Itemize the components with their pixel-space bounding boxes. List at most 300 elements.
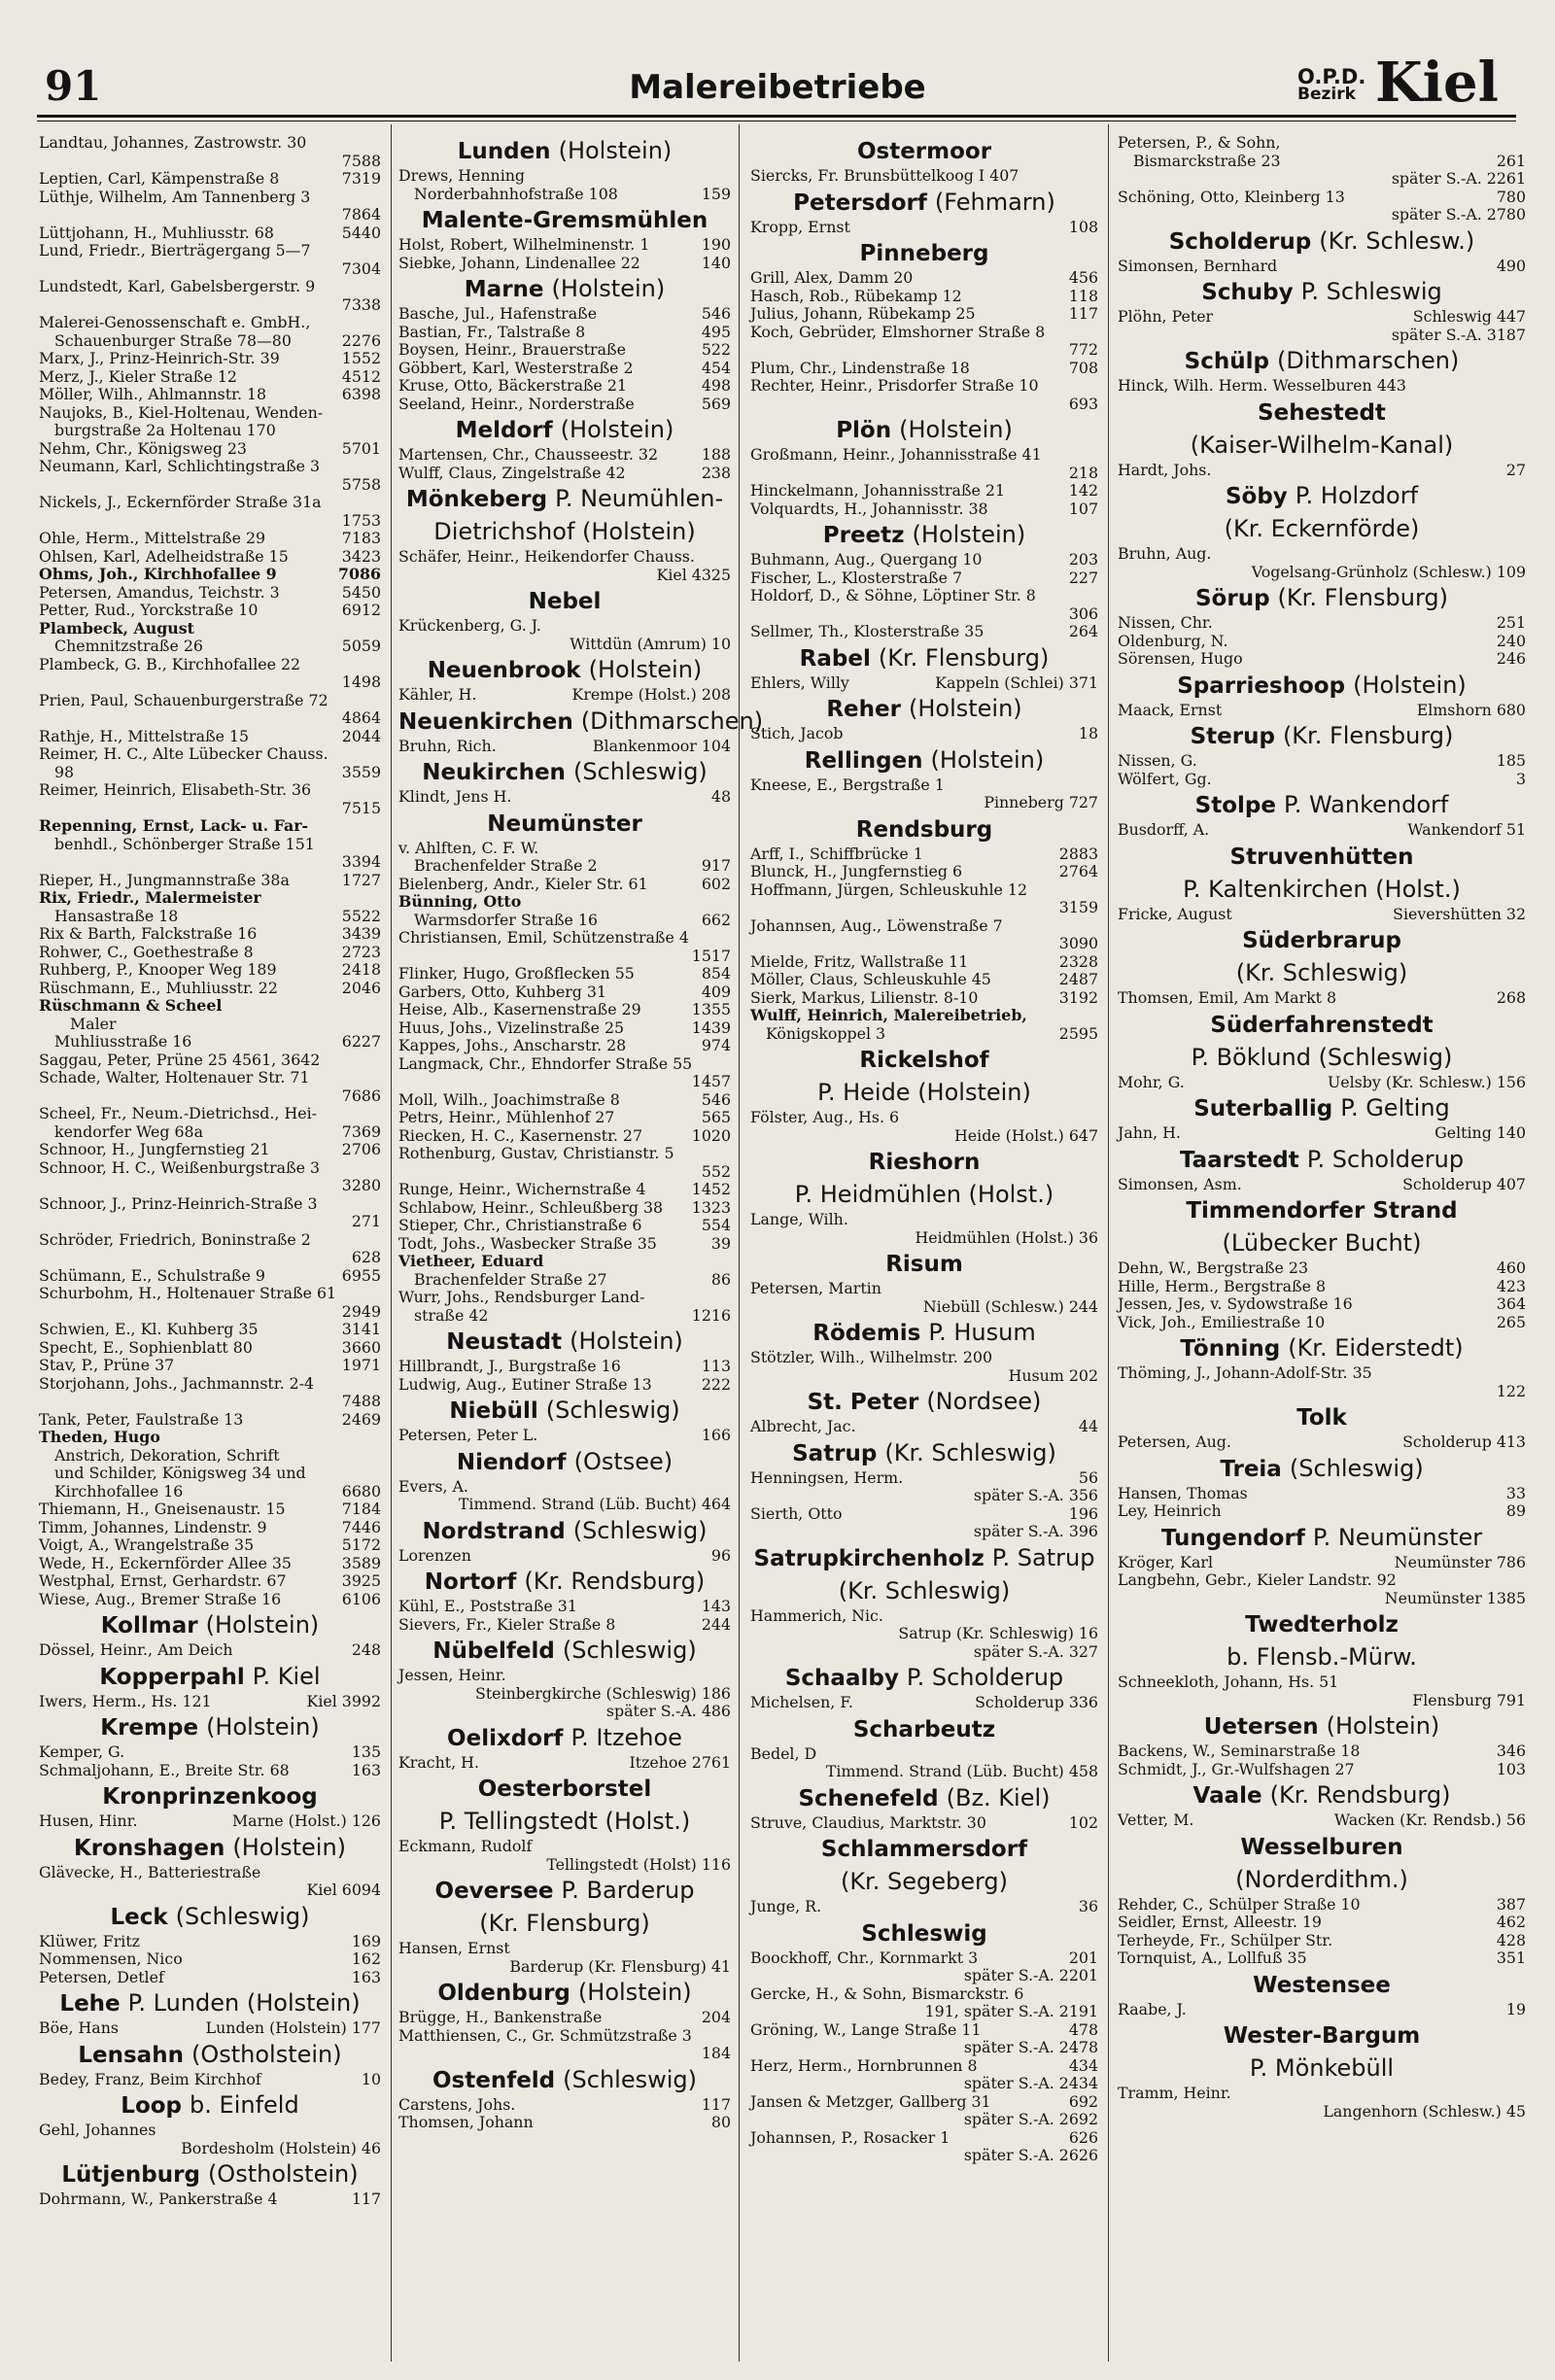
listing-phone: 7488 [341, 1392, 381, 1410]
place-heading [1118, 1452, 1526, 1485]
listing-text: Vick, Joh., Emiliestraße 10 [1118, 1312, 1326, 1331]
listing-text: Husen, Hinr. [39, 1811, 138, 1830]
listing-text: Lange, Wilh. [750, 1210, 848, 1228]
listing-text: Kracht, H. [398, 1752, 479, 1772]
listing-text: Krückenberg, G. J. [398, 616, 541, 635]
listing-line [39, 206, 381, 224]
place-qualifier: (Holstein) [577, 1979, 692, 2006]
column-4 [1118, 134, 1526, 2360]
listing-line [750, 1763, 1098, 1781]
listing-line [1118, 1914, 1526, 1932]
listing-text: später S.-A. 3187 [1391, 325, 1526, 344]
listing-line [1118, 545, 1526, 564]
column-divider [1108, 124, 1109, 2362]
listing-text: Gercke, H., & Sohn, Bismarckstr. 6 [750, 1983, 1024, 2003]
listing-text: kendorfer Weg 68a [54, 1121, 203, 1141]
place-heading [750, 1145, 1098, 1178]
listing-text: Tramm, Heinr. [1118, 2084, 1231, 2102]
listing-text: Siebke, Johann, Lindenallee 22 [398, 253, 640, 272]
listing-line [750, 1949, 1098, 1968]
listing-phone: 351 [1496, 1949, 1526, 1967]
place-qualifier: (Schleswig) [572, 758, 708, 785]
listing-line [398, 1163, 731, 1182]
listing-line [39, 386, 381, 404]
listing-text: 98 [54, 762, 75, 781]
listing-line [39, 260, 381, 279]
listing-line [39, 1016, 381, 1034]
place-heading [39, 2157, 381, 2190]
listing-line [398, 324, 731, 342]
listing-text: Kneese, E., Bergstraße 1 [750, 775, 945, 794]
listing-phone: 184 [701, 2044, 731, 2062]
listing-text: Jahn, H. [1118, 1123, 1181, 1142]
listing-phone: Krempe (Holst.) 208 [571, 685, 731, 704]
listing-line [750, 1109, 1098, 1127]
listing-line [398, 1145, 731, 1163]
listing-text: Schäfer, Heinr., Heikendorfer Chauss. [398, 547, 695, 566]
listing-text: Gehl, Johannes [39, 2121, 156, 2139]
listing-text: Raabe, J. [1118, 1999, 1187, 2018]
listing-text [39, 708, 44, 727]
listing-line [398, 396, 731, 414]
listing-line [39, 1249, 381, 1267]
place-name: Lunden [457, 139, 551, 164]
listing-phone: 56 [1078, 1467, 1098, 1487]
listing-text: Petersen, Martin [750, 1279, 881, 1297]
listing-line [398, 1055, 731, 1074]
listing-phone: 102 [1068, 1812, 1098, 1832]
place-name: Scholderup [1168, 228, 1312, 255]
listing-line [398, 636, 731, 654]
place-heading [750, 236, 1098, 269]
place-name: Oelixdorf [447, 1725, 564, 1751]
listing-text: Fölster, Aug., Hs. 6 [750, 1108, 900, 1126]
place-qualifier: (Kr. Flensburg) [878, 643, 1050, 672]
listing-line [39, 242, 381, 260]
listing-line [1118, 1502, 1526, 1521]
listing-line [398, 1667, 731, 1685]
listing-text: Merz, J., Kieler Straße 12 [39, 366, 237, 386]
listing-phone: 166 [701, 1426, 731, 1444]
place-heading [1118, 719, 1526, 752]
listing-phone: 2044 [341, 726, 381, 745]
listing-text: Kröger, Karl [1118, 1552, 1214, 1571]
listing-text: Petersen, P., & Sohn, [1118, 133, 1281, 152]
place-name: Loop [121, 2093, 183, 2119]
listing-phone: Neumünster 786 [1394, 1552, 1526, 1571]
place-name: Kronprinzenkoog [102, 1784, 318, 1810]
listing-line [750, 1643, 1098, 1662]
place-heading [1118, 1640, 1526, 1673]
place-name: (Kr. Eckernförde) [1224, 515, 1420, 542]
listing-line [398, 1685, 731, 1704]
listing-phone: 48 [710, 787, 731, 806]
listing-text: Ruhberg, P., Knooper Weg 189 [39, 960, 277, 979]
place-heading [398, 203, 731, 236]
listing-line [1118, 1433, 1526, 1452]
listing-text [39, 475, 44, 494]
listing-line [39, 1950, 381, 1969]
listing-line [750, 1298, 1098, 1317]
listing-text: Rohwer, C., Goethestraße 8 [39, 942, 254, 961]
listing-text: Niebüll (Schlesw.) 244 [922, 1296, 1098, 1316]
place-name: Struvenhütten [1229, 844, 1414, 870]
listing-line [750, 2093, 1098, 2112]
listing-phone: 5758 [341, 474, 381, 494]
listing-text: Bordesholm (Holstein) 46 [181, 2138, 381, 2157]
place-name: Rieshorn [868, 1150, 981, 1175]
listing-phone: 107 [1068, 499, 1098, 518]
listing-line [39, 1267, 381, 1286]
listing-phone: 1517 [691, 946, 731, 965]
place-heading [750, 1385, 1098, 1418]
listing-line [39, 1105, 381, 1123]
listing-phone: 44 [1078, 1417, 1098, 1435]
place-heading [1118, 2052, 1526, 2085]
listing-line [750, 2147, 1098, 2165]
listing-phone: 33 [1505, 1483, 1526, 1502]
listing-text: Maler [70, 1014, 117, 1033]
listing-phone: 86 [710, 1269, 731, 1289]
listing-phone: 80 [710, 2113, 731, 2131]
listing-text: Schöning, Otto, Kleinberg 13 [1118, 187, 1345, 206]
listing-line [1118, 1124, 1526, 1143]
listing-text [39, 511, 44, 530]
listing-line [39, 1321, 381, 1339]
listing-line [398, 1073, 731, 1091]
place-qualifier: (Kr. Eiderstedt) [1288, 1334, 1464, 1362]
listing-phone: 565 [701, 1108, 731, 1126]
listing-text: Schröder, Friedrich, Boninstraße 2 [39, 1229, 311, 1249]
place-heading [750, 134, 1098, 167]
listing-text: Schnoor, H. C., Weißenburgstraße 3 [39, 1157, 321, 1177]
listing-line [39, 1743, 381, 1762]
listing-phone: 5522 [341, 906, 381, 925]
header-rule [37, 115, 1516, 118]
listing-line [39, 494, 381, 512]
listing-text: Backens, W., Seminarstraße 18 [1118, 1742, 1361, 1760]
listing-text: Maack, Ernst [1118, 700, 1223, 719]
listing-text: Schneekloth, Johann, Hs. 51 [1118, 1673, 1339, 1691]
listing-line [1118, 153, 1526, 171]
listing-text: Klindt, Jens H. [398, 787, 512, 806]
listing-phone: 96 [710, 1545, 731, 1565]
listing-line [750, 2021, 1098, 2040]
listing-phone: 306 [1068, 604, 1098, 623]
listing-text: Simonsen, Bernhard [1118, 256, 1278, 275]
listing-line [1118, 752, 1526, 771]
listing-line [398, 1616, 731, 1635]
listing-text [750, 934, 755, 952]
listing-text: später S.-A. 2261 [1391, 169, 1526, 188]
listing-line [750, 305, 1098, 324]
listing-line [1118, 308, 1526, 327]
listing-text: Rix, Friedr., Malermeister [39, 888, 261, 907]
listing-line [39, 512, 381, 531]
listing-phone: 478 [1068, 2019, 1098, 2039]
place-name: Schlammersdorf [820, 1837, 1028, 1862]
listing-phone: 1971 [341, 1356, 381, 1374]
listing-text: Ley, Heinrich [1118, 1501, 1222, 1520]
listing-text: Buhmann, Aug., Quergang 10 [750, 550, 983, 569]
listing-phone: 246 [1496, 649, 1526, 668]
listing-text: Junge, R. [750, 1897, 822, 1915]
listing-phone: 185 [1496, 751, 1526, 770]
listing-line [750, 551, 1098, 569]
listing-text: Brügge, H., Bankenstraße [398, 2008, 603, 2026]
listing-line [39, 1591, 381, 1609]
place-name: Oeversee [434, 1879, 554, 1904]
listing-line [1118, 1176, 1526, 1194]
listing-phone: 27 [1505, 460, 1526, 479]
listing-line [1118, 1932, 1526, 1950]
listing-text: Henningsen, Herm. [750, 1467, 904, 1487]
listing-text: Holst, Robert, Wilhelminenstr. 1 [398, 235, 650, 254]
place-name: Niendorf [456, 1449, 567, 1475]
listing-text: Neumann, Karl, Schlichtingstraße 3 [39, 457, 321, 475]
listing-line [750, 269, 1098, 288]
place-name: Rödemis [812, 1321, 921, 1346]
listing-text: Rüschmann & Scheel [39, 996, 223, 1015]
listing-phone: 5440 [341, 223, 381, 242]
listing-phone: 917 [701, 856, 731, 875]
listing-phone: 2487 [1058, 970, 1098, 988]
place-name: Satrup [792, 1440, 878, 1466]
listing-line [398, 1496, 731, 1514]
listing-line [39, 980, 381, 998]
listing-line [1118, 1571, 1526, 1590]
place-name: (Norderdithm.) [1235, 1865, 1408, 1893]
listing-line [398, 893, 731, 912]
listing-phone: 3090 [1058, 934, 1098, 952]
listing-text: später S.-A. 2626 [963, 2146, 1098, 2164]
place-name: Tungendorf [1160, 1525, 1305, 1551]
listing-phone: 490 [1496, 256, 1526, 275]
listing-phone: 460 [1496, 1259, 1526, 1277]
listing-line [750, 341, 1098, 360]
listing-text: Schnoor, J., Prinz-Heinrich-Straße 3 [39, 1193, 318, 1213]
listing-phone: 2046 [341, 978, 381, 997]
listing-line [398, 686, 731, 705]
place-heading [1118, 788, 1526, 821]
listing-line [39, 602, 381, 620]
place-qualifier: (Holstein) [558, 137, 673, 164]
listing-phone: 462 [1496, 1913, 1526, 1931]
listing-phone: 7319 [341, 169, 381, 188]
listing-line [1118, 2085, 1526, 2103]
place-heading [750, 1043, 1098, 1076]
listing-phone: 626 [1068, 2127, 1098, 2147]
listing-text: Ludwig, Aug., Eutiner Straße 13 [398, 1374, 652, 1394]
listing-line [39, 1812, 381, 1831]
listing-text: später S.-A. 396 [973, 1522, 1098, 1540]
listing-phone: 201 [1068, 1948, 1098, 1967]
place-name: Twedterholz [1245, 1612, 1399, 1638]
place-name: Kollmar [100, 1613, 198, 1638]
listing-line [39, 709, 381, 728]
listing-text: Seidler, Ernst, Alleestr. 19 [1118, 1913, 1322, 1931]
listing-line [398, 255, 731, 273]
place-qualifier: (Kr. Flensburg) [1277, 584, 1449, 611]
listing-text [398, 566, 403, 584]
place-name: Krempe [100, 1715, 199, 1741]
listing-text: Kirchhofallee 16 [54, 1481, 184, 1500]
listing-line [398, 236, 731, 255]
listing-line [398, 186, 731, 204]
listing-phone: 240 [1496, 631, 1526, 650]
listing-text: Hammerich, Nic. [750, 1605, 883, 1625]
place-name: (Kr. Flensburg) [479, 1910, 650, 1937]
listing-line [39, 170, 381, 189]
place-heading [398, 653, 731, 686]
place-heading [1118, 669, 1526, 702]
listing-text: Flinker, Hugo, Großflecken 55 [398, 964, 635, 983]
place-heading [1118, 1778, 1526, 1811]
place-name: Schaalby [784, 1666, 899, 1691]
place-name: Sörup [1194, 586, 1270, 611]
listing-phone: 117 [701, 2094, 731, 2114]
listing-line [39, 800, 381, 818]
listing-text: Nickels, J., Eckernförder Straße 31a [39, 493, 322, 511]
listing-phone: 2949 [341, 1301, 381, 1321]
listing-phone: 1552 [341, 349, 381, 367]
listing-text: Schnoor, H., Jungfernstieg 21 [39, 1140, 270, 1158]
district-name: Kiel [1375, 51, 1499, 115]
place-name: Rellingen [804, 747, 923, 774]
place-name: Tönning [1180, 1336, 1281, 1362]
listing-line [398, 1376, 731, 1395]
listing-phone: 522 [701, 340, 731, 359]
place-name: P. Tellingstedt (Holst.) [438, 1808, 691, 1835]
listing-line [39, 745, 381, 764]
listing-text: Lundstedt, Karl, Gabelsbergerstr. 9 [39, 277, 316, 295]
listing-phone: 2764 [1058, 862, 1098, 880]
listing-text: Terheyde, Fr., Schülper Str. [1118, 1930, 1333, 1949]
listing-line [39, 476, 381, 495]
listing-text: Albrecht, Jac. [750, 1417, 856, 1435]
place-qualifier: P. Barderup [561, 1877, 695, 1904]
listing-text: Vietheer, Eduard [398, 1252, 544, 1270]
listing-text: Petersen, Amandus, Teichstr. 3 [39, 582, 280, 602]
listing-phone: 218 [1068, 463, 1098, 482]
listing-line [39, 1195, 381, 1214]
place-name: Sparrieshoop [1177, 673, 1346, 699]
place-qualifier: (Holstein) [930, 745, 1045, 774]
listing-line [39, 961, 381, 980]
listing-text: Arff, I., Schiffbrücke 1 [750, 844, 923, 863]
listing-phone: 2883 [1058, 844, 1098, 863]
listing-text: Kappes, Johs., Anscharstr. 28 [398, 1036, 627, 1054]
place-name: Uetersen [1203, 1714, 1319, 1740]
listing-line [39, 944, 381, 962]
listing-line [750, 794, 1098, 812]
listing-text: Glävecke, H., Batteriestraße [39, 1862, 261, 1881]
place-name: Kronshagen [73, 1835, 225, 1861]
listing-text: Petrs, Heinr., Mühlenhof 27 [398, 1108, 615, 1126]
listing-phone: 364 [1496, 1294, 1526, 1313]
listing-text: Boysen, Heinr., Brauerstraße [398, 340, 626, 359]
listing-text: Göbbert, Karl, Westerstraße 2 [398, 358, 634, 377]
listing-text: Kähler, H. [398, 685, 477, 704]
listing-text: Iwers, Herm., Hs. 121 [39, 1691, 212, 1710]
listing-text: Bielenberg, Andr., Kieler Str. 61 [398, 874, 648, 893]
listing-text: Sellmer, Th., Klosterstraße 35 [750, 622, 985, 640]
listing-line [398, 1253, 731, 1271]
listing-text [750, 898, 755, 916]
place-qualifier: (Kr. Rendsburg) [1269, 1781, 1451, 1809]
listing-line [1118, 1259, 1526, 1278]
place-heading [398, 584, 731, 617]
listing-line [39, 1969, 381, 1987]
listing-phone: 122 [1496, 1381, 1526, 1400]
listing-line [750, 482, 1098, 500]
place-heading [39, 1986, 381, 2019]
place-name: Oesterborstel [477, 1776, 652, 1802]
place-name: (Lübecker Bucht) [1222, 1229, 1422, 1257]
listing-line [1118, 1364, 1526, 1383]
listing-text: Rix & Barth, Falckstraße 16 [39, 924, 258, 943]
place-qualifier: (Kr. Schlesw.) [1319, 226, 1475, 255]
listing-line [39, 692, 381, 710]
listing-line [750, 1127, 1098, 1146]
place-name: Wesselburen [1240, 1834, 1403, 1860]
place-heading [1118, 1863, 1526, 1896]
listing-phone: 1498 [341, 673, 381, 691]
listing-phone: Marne (Holst.) 126 [231, 1811, 381, 1830]
listing-phone: 1457 [691, 1072, 731, 1090]
listing-line [398, 1703, 731, 1721]
listing-line [39, 1411, 381, 1430]
place-name: Süderbrarup [1242, 928, 1401, 953]
listing-phone: 227 [1068, 568, 1098, 587]
place-name: Vaale [1192, 1783, 1262, 1809]
listing-phone: 1355 [691, 1000, 731, 1018]
listing-text: Runge, Heinr., Wichernstraße 4 [398, 1180, 646, 1198]
listing-line [39, 853, 381, 872]
listing-text: Specht, E., Sophienblatt 80 [39, 1337, 253, 1357]
place-name: Tolk [1296, 1405, 1347, 1431]
listing-text: Reimer, Heinrich, Elisabeth-Str. 36 [39, 780, 312, 799]
listing-text: Schmaljohann, E., Breite Str. 68 [39, 1760, 290, 1779]
listing-line [750, 396, 1098, 414]
listing-line [398, 983, 731, 1002]
place-qualifier: (Holstein) [1353, 671, 1467, 699]
listing-text: Kühl, E., Poststraße 31 [398, 1597, 577, 1615]
place-heading [398, 807, 731, 840]
listing-line [1118, 821, 1526, 840]
listing-phone: 772 [1068, 340, 1098, 359]
listing-phone: 7086 [338, 565, 381, 583]
place-heading [398, 1565, 731, 1598]
listing-line [750, 219, 1098, 237]
listing-text: Hansen, Ernst [398, 1939, 510, 1957]
listing-text: Rehder, C., Schülper Straße 10 [1118, 1894, 1361, 1914]
listing-text: Simonsen, Asm. [1118, 1174, 1242, 1193]
listing-line [750, 587, 1098, 605]
listing-line [39, 1641, 381, 1660]
listing-phone: 6227 [341, 1032, 381, 1051]
place-heading [1118, 429, 1526, 462]
place-name: Risum [885, 1252, 963, 1277]
listing-text: Ehlers, Willy [750, 673, 849, 692]
listing-line [1118, 650, 1526, 669]
listing-line [39, 1052, 381, 1070]
listing-text: Schlabow, Heinr., Schleußberg 38 [398, 1197, 664, 1217]
place-heading [750, 1832, 1098, 1865]
listing-line [39, 1141, 381, 1159]
listing-phone: 387 [1496, 1894, 1526, 1914]
listing-line [750, 971, 1098, 989]
